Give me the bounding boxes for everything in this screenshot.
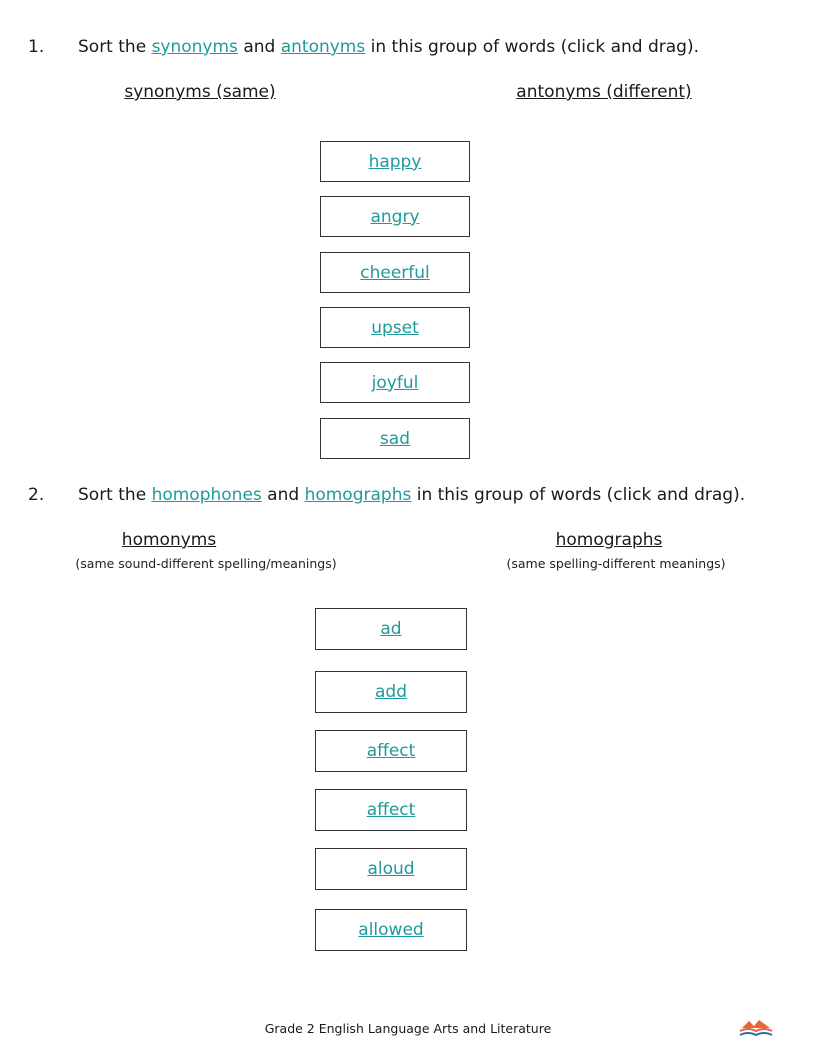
question-1-prompt <box>78 37 699 57</box>
homographs-subheading: (same spelling-different meanings) <box>506 556 726 571</box>
word-label: ad <box>380 619 402 639</box>
question-2-middle: and <box>261 485 305 505</box>
question-2-prefix: Sort the <box>78 485 152 505</box>
antonyms-link[interactable]: antonyms <box>280 37 366 57</box>
question-2-suffix: in this group of words (click and drag). <box>411 485 746 505</box>
word-label: joyful <box>371 372 419 393</box>
homographs-heading: homographs <box>555 530 663 550</box>
question-1-prefix: Sort the <box>78 37 152 57</box>
word-tile-happy[interactable] <box>320 141 470 182</box>
word-tile-allowed[interactable] <box>315 909 467 951</box>
synonyms-link[interactable]: synonyms <box>151 37 238 57</box>
book-logo-icon <box>738 1014 774 1040</box>
question-1-number: 1. <box>28 37 45 57</box>
word-label: allowed <box>358 920 424 940</box>
word-label: aloud <box>367 859 415 879</box>
word-tile-aloud[interactable] <box>315 848 467 890</box>
question-1-suffix: in this group of words (click and drag). <box>365 37 700 57</box>
word-label: add <box>375 682 407 702</box>
footer-text: Grade 2 English Language Arts and Literature <box>264 1021 552 1036</box>
word-label: upset <box>371 317 419 338</box>
homonyms-heading: homonyms <box>121 530 217 550</box>
word-label: sad <box>379 428 411 449</box>
word-label: angry <box>370 206 420 227</box>
word-label: affect <box>366 800 416 820</box>
synonyms-heading: synonyms (same) <box>124 82 276 102</box>
word-label: cheerful <box>360 262 430 283</box>
word-label: affect <box>366 741 416 761</box>
question-1-middle: and <box>237 37 281 57</box>
word-tile-joyful[interactable] <box>320 362 470 403</box>
question-2-number: 2. <box>28 485 45 505</box>
word-tile-affect-2[interactable] <box>315 789 467 831</box>
word-label: happy <box>368 151 422 172</box>
homonyms-subheading: (same sound-different spelling/meanings) <box>75 556 337 571</box>
antonyms-heading: antonyms (different) <box>516 82 692 102</box>
word-tile-upset[interactable] <box>320 307 470 348</box>
word-tile-angry[interactable] <box>320 196 470 237</box>
homographs-link[interactable]: homographs <box>304 485 412 505</box>
question-2-prompt <box>78 485 745 505</box>
word-tile-add[interactable] <box>315 671 467 713</box>
word-tile-cheerful[interactable] <box>320 252 470 293</box>
word-tile-affect-1[interactable] <box>315 730 467 772</box>
word-tile-sad[interactable] <box>320 418 470 459</box>
homophones-link[interactable]: homophones <box>151 485 262 505</box>
word-tile-ad[interactable] <box>315 608 467 650</box>
